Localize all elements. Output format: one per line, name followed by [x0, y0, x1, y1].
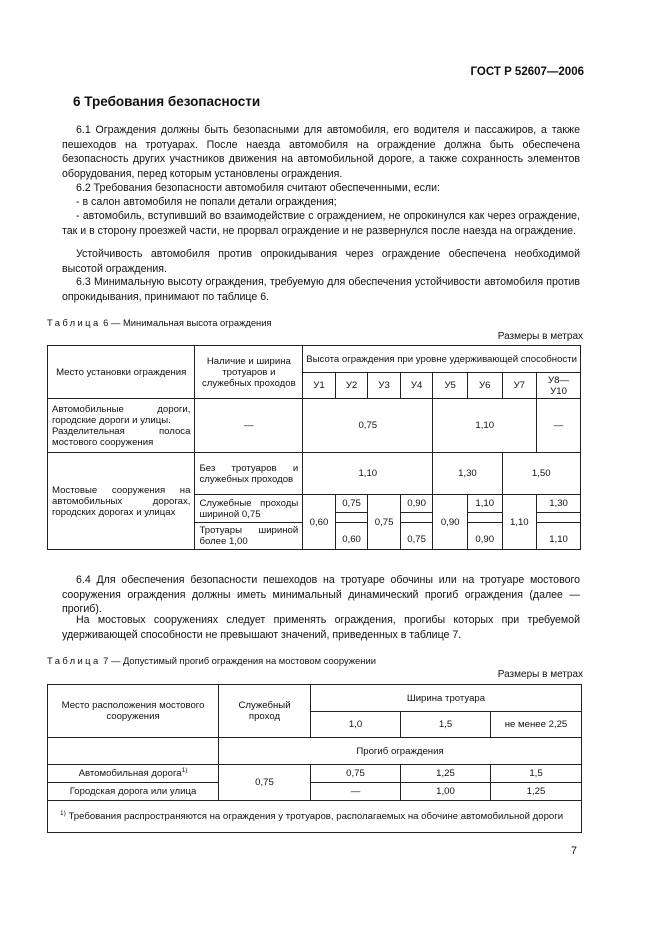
- t6-r1-u5-u7: 1,10: [433, 399, 537, 453]
- t6-r2-sub1-u7-u8: 1,50: [502, 453, 581, 495]
- t6-level-u3: У3: [368, 373, 401, 399]
- t7-header-deflection: Прогиб ограждения: [219, 738, 582, 765]
- t6-r2-u2-a: 0,75: [335, 495, 368, 513]
- t6-r2-u4-a: 0,90: [400, 495, 433, 513]
- paragraph-6-2: 6.2 Требования безопасности автомобиля считают обеспеченными, если:: [76, 182, 440, 194]
- paragraph-stability: Устойчивость автомобиля против опрокидывания через ограждение обеспечена необходимой высотой ограждения.: [62, 248, 580, 275]
- t7-width-2: 1,5: [401, 712, 491, 738]
- table6-caption-text: 6 — Минимальная высота ограждения: [100, 317, 272, 328]
- t7-footnote: $^{1)}$ Требования распространяются на ограждения у тротуаров, располагаемых на обочине автомобильной дороги: [48, 801, 582, 833]
- t6-level-u5: У5: [433, 373, 468, 399]
- table6-units: Размеры в метрах: [497, 331, 583, 342]
- t6-r2-u2-b: 0,60: [335, 531, 368, 550]
- page-number: 7: [570, 845, 577, 857]
- t6-r2-sub2-label: Служебные проходы шириной 0,75: [195, 495, 303, 523]
- t7-row1-v1: 0,75: [311, 765, 401, 783]
- t7-width-3: не менее 2,25: [491, 712, 582, 738]
- t6-r1-sidewalk: —: [195, 399, 303, 453]
- list-item-2: - автомобиль, вступивший во взаимодействие с ограждением, не опрокинулся как через ограждение, так и в сторону проезжей части, не прорвал ограждение и не развернулся после наезда на ограждение.: [62, 210, 580, 237]
- t6-r2-sub1-u5-u6: 1,30: [433, 453, 502, 495]
- t6-r2-u1: 0,60: [303, 495, 336, 550]
- t6-r2-sub1-u1-u4: 1,10: [303, 453, 433, 495]
- table-6: [47, 345, 581, 550]
- table6-caption-word: Таблица: [47, 317, 101, 328]
- t7-row1-v3: 1,5: [491, 765, 582, 783]
- t6-r2-u6-b: 0,90: [467, 531, 502, 550]
- paragraph-6-1: 6.1 Ограждения должны быть безопасными для автомобиля, его водителя и пассажиров, а также пешеходов на тротуарах. После наезда автомобиля на ограждение должна быть обеспечена безопасность других участников движения на автомобильной дороге, а также сохранность элементов оборудования, перед которым установлены ограждения.: [62, 124, 580, 180]
- t7-row2-v3: 1,25: [491, 783, 582, 801]
- t6-r1-place: [48, 399, 195, 453]
- t7-row2-place: Городская дорога или улица: [48, 783, 219, 801]
- table7-caption-word: Таблица: [47, 655, 101, 666]
- t6-level-u7: У7: [502, 373, 537, 399]
- t6-header-height: Высота ограждения при уровне удерживающей способности: [303, 346, 581, 373]
- t6-level-u1: У1: [303, 373, 336, 399]
- t6-r2-place: Мостовые сооружения на автомобильных дорогах, городских дорогах и улицах: [48, 453, 195, 550]
- t6-level-u8-u10: У8—У10: [537, 373, 581, 399]
- paragraph-6-3: 6.3 Минимальную высоту ограждения, требуемую для обеспечения устойчивости автомобиля против опрокидывания, принимают по таблице 6.: [62, 276, 580, 303]
- t7-header-passage: Служебный проход: [219, 685, 311, 738]
- t6-level-u4: У4: [400, 373, 433, 399]
- t6-r2-sub1-label: Без тротуаров и служебных проходов: [195, 453, 303, 495]
- t6-r2-u7: 1,10: [502, 495, 537, 550]
- table7-caption-text: 7 — Допустимый прогиб ограждения на мостовом сооружении: [100, 655, 376, 666]
- t6-r2-u8-b: 1,10: [537, 531, 581, 550]
- t6-r2-u4-b: 0,75: [400, 531, 433, 550]
- t6-header-place: Место установки ограждения: [48, 346, 195, 399]
- t6-r2-u8-a: 1,30: [537, 495, 581, 513]
- t6-header-sidewalk: Наличие и ширина тротуаров и служебных проходов: [195, 346, 303, 399]
- t6-r1-u1-u4: 0,75: [303, 399, 433, 453]
- t6-r1-place-a: Автомобильные дороги, городские дороги и улицы.: [52, 403, 191, 426]
- t7-row2-v2: 1,00: [401, 783, 491, 801]
- table6-caption: [47, 317, 272, 328]
- t6-r2-u6-a: 1,10: [467, 495, 502, 513]
- t7-header-width: Ширина тротуара: [311, 685, 582, 712]
- document-header: ГОСТ Р 52607—2006: [470, 66, 584, 78]
- t7-width-1: 1,0: [311, 712, 401, 738]
- paragraph-bridges: На мостовых сооружениях следует применять ограждения, прогибы которых при требуемой удерживающей способности не превышают значений, приведенных в таблице 7.: [62, 614, 580, 641]
- t7-row1-place: Автомобильная дорога$^{1)}$: [48, 765, 219, 783]
- paragraph-6-4: 6.4 Для обеспечения безопасности пешеходов на тротуаре обочины или на тротуаре мостового сооружения ограждения должны иметь минимальный динамический прогиб ограждения (далее — прогиб).: [62, 574, 580, 616]
- t6-r2-u3: 0,75: [368, 495, 401, 550]
- table7-units: Размеры в метрах: [497, 669, 583, 680]
- t7-row2-v1: —: [311, 783, 401, 801]
- table7-caption: [47, 655, 376, 666]
- t6-r2-u5: 0,90: [433, 495, 468, 550]
- t6-r1-place-b: Разделительная полоса мостового сооружения: [52, 425, 191, 448]
- t6-r1-u8: —: [537, 399, 581, 453]
- t6-level-u2: У2: [335, 373, 368, 399]
- t7-row1-v2: 1,25: [401, 765, 491, 783]
- t7-header-place: Место расположения мостового сооружения: [48, 685, 219, 738]
- t6-level-u6: У6: [467, 373, 502, 399]
- table-7: [47, 684, 582, 833]
- section-title: 6 Требования безопасности: [73, 94, 261, 109]
- list-item-1: - в салон автомобиля не попали детали ограждения;: [76, 196, 337, 208]
- t7-passage-value: 0,75: [219, 765, 311, 801]
- t6-r2-sub3-label: Тротуары шириной более 1,00: [195, 523, 303, 550]
